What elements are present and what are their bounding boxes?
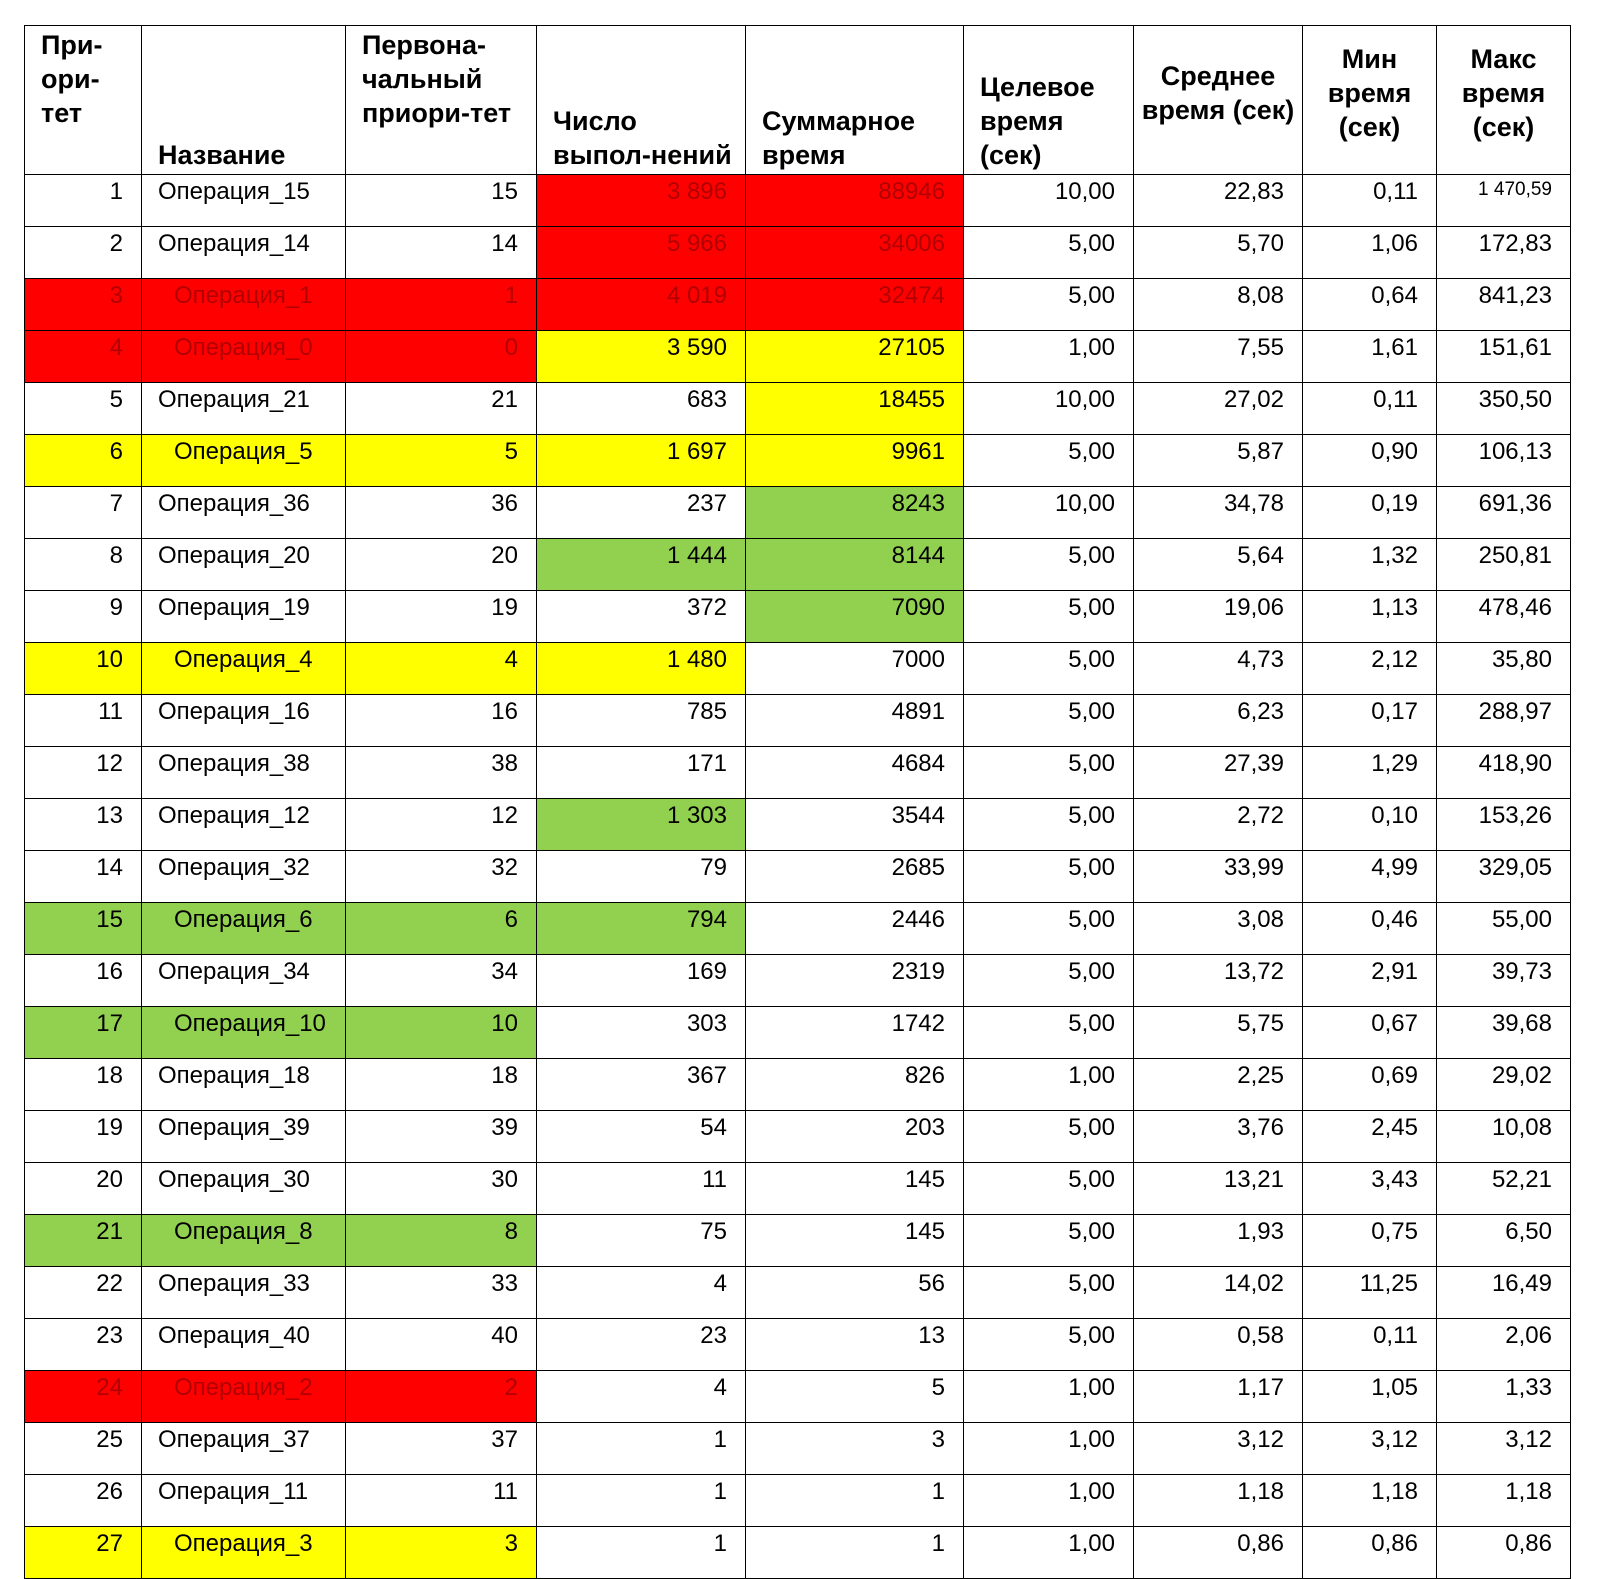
cell-execution-count: 79 bbox=[537, 851, 746, 903]
cell-max-time: 153,26 bbox=[1437, 799, 1571, 851]
cell-max-time: 52,21 bbox=[1437, 1163, 1571, 1215]
cell-execution-count: 367 bbox=[537, 1059, 746, 1111]
cell-total-time: 2685 bbox=[746, 851, 964, 903]
cell-min-time: 2,45 bbox=[1303, 1111, 1437, 1163]
cell-min-time: 3,12 bbox=[1303, 1423, 1437, 1475]
cell-min-time: 1,29 bbox=[1303, 747, 1437, 799]
cell-avg-time: 27,39 bbox=[1134, 747, 1303, 799]
cell-initial-priority: 2 bbox=[346, 1371, 537, 1423]
table-row bbox=[25, 955, 1571, 1007]
header-max-time: Макс время (сек) bbox=[1437, 26, 1571, 175]
cell-target-time: 5,00 bbox=[964, 643, 1134, 695]
cell-name: Операция_4 bbox=[142, 643, 346, 695]
cell-name: Операция_10 bbox=[142, 1007, 346, 1059]
cell-min-time: 0,64 bbox=[1303, 279, 1437, 331]
cell-name: Операция_5 bbox=[142, 435, 346, 487]
cell-total-time: 1742 bbox=[746, 1007, 964, 1059]
cell-initial-priority: 1 bbox=[346, 279, 537, 331]
cell-initial-priority: 15 bbox=[346, 175, 537, 227]
cell-execution-count: 4 bbox=[537, 1371, 746, 1423]
header-row bbox=[25, 26, 1571, 175]
cell-name: Операция_20 bbox=[142, 539, 346, 591]
cell-name: Операция_14 bbox=[142, 227, 346, 279]
cell-max-time: 151,61 bbox=[1437, 331, 1571, 383]
cell-min-time: 0,10 bbox=[1303, 799, 1437, 851]
cell-priority: 25 bbox=[25, 1423, 142, 1475]
table-row bbox=[25, 1163, 1571, 1215]
cell-max-time: 55,00 bbox=[1437, 903, 1571, 955]
header-avg-time: Среднее время (сек) bbox=[1134, 26, 1303, 175]
cell-execution-count: 1 303 bbox=[537, 799, 746, 851]
cell-max-time: 250,81 bbox=[1437, 539, 1571, 591]
cell-target-time: 1,00 bbox=[964, 1371, 1134, 1423]
cell-target-time: 1,00 bbox=[964, 1423, 1134, 1475]
cell-avg-time: 1,93 bbox=[1134, 1215, 1303, 1267]
cell-total-time: 3 bbox=[746, 1423, 964, 1475]
cell-target-time: 5,00 bbox=[964, 747, 1134, 799]
table-row bbox=[25, 1267, 1571, 1319]
table-body bbox=[25, 175, 1571, 1579]
cell-avg-time: 1,18 bbox=[1134, 1475, 1303, 1527]
cell-target-time: 5,00 bbox=[964, 695, 1134, 747]
cell-avg-time: 0,58 bbox=[1134, 1319, 1303, 1371]
header-execution-count: Число выпол-нений bbox=[537, 26, 746, 175]
cell-avg-time: 2,25 bbox=[1134, 1059, 1303, 1111]
cell-initial-priority: 36 bbox=[346, 487, 537, 539]
cell-target-time: 5,00 bbox=[964, 227, 1134, 279]
cell-min-time: 0,11 bbox=[1303, 383, 1437, 435]
cell-total-time: 8243 bbox=[746, 487, 964, 539]
cell-total-time: 826 bbox=[746, 1059, 964, 1111]
cell-priority: 27 bbox=[25, 1527, 142, 1579]
cell-max-time: 35,80 bbox=[1437, 643, 1571, 695]
cell-total-time: 27105 bbox=[746, 331, 964, 383]
cell-initial-priority: 39 bbox=[346, 1111, 537, 1163]
cell-total-time: 9961 bbox=[746, 435, 964, 487]
cell-initial-priority: 37 bbox=[346, 1423, 537, 1475]
operations-table bbox=[24, 25, 1571, 1579]
cell-name: Операция_38 bbox=[142, 747, 346, 799]
cell-min-time: 1,61 bbox=[1303, 331, 1437, 383]
cell-total-time: 145 bbox=[746, 1215, 964, 1267]
table-row bbox=[25, 695, 1571, 747]
cell-name: Операция_2 bbox=[142, 1371, 346, 1423]
cell-max-time: 1,18 bbox=[1437, 1475, 1571, 1527]
table-row bbox=[25, 1475, 1571, 1527]
cell-priority: 14 bbox=[25, 851, 142, 903]
cell-total-time: 5 bbox=[746, 1371, 964, 1423]
cell-execution-count: 1 480 bbox=[537, 643, 746, 695]
cell-max-time: 6,50 bbox=[1437, 1215, 1571, 1267]
cell-avg-time: 4,73 bbox=[1134, 643, 1303, 695]
cell-min-time: 2,91 bbox=[1303, 955, 1437, 1007]
cell-priority: 12 bbox=[25, 747, 142, 799]
table-row bbox=[25, 1371, 1571, 1423]
cell-max-time: 3,12 bbox=[1437, 1423, 1571, 1475]
cell-priority: 19 bbox=[25, 1111, 142, 1163]
cell-total-time: 1 bbox=[746, 1527, 964, 1579]
cell-initial-priority: 38 bbox=[346, 747, 537, 799]
cell-priority: 8 bbox=[25, 539, 142, 591]
cell-target-time: 5,00 bbox=[964, 1007, 1134, 1059]
cell-total-time: 4891 bbox=[746, 695, 964, 747]
cell-execution-count: 1 444 bbox=[537, 539, 746, 591]
table-row bbox=[25, 331, 1571, 383]
cell-max-time: 288,97 bbox=[1437, 695, 1571, 747]
table-row bbox=[25, 1215, 1571, 1267]
cell-min-time: 1,13 bbox=[1303, 591, 1437, 643]
table-row bbox=[25, 279, 1571, 331]
cell-initial-priority: 3 bbox=[346, 1527, 537, 1579]
header-initial-priority: Первона-чальный приори-тет bbox=[346, 26, 537, 175]
cell-total-time: 13 bbox=[746, 1319, 964, 1371]
cell-priority: 4 bbox=[25, 331, 142, 383]
cell-avg-time: 27,02 bbox=[1134, 383, 1303, 435]
cell-max-time: 1,33 bbox=[1437, 1371, 1571, 1423]
cell-name: Операция_12 bbox=[142, 799, 346, 851]
cell-target-time: 1,00 bbox=[964, 1527, 1134, 1579]
cell-execution-count: 1 697 bbox=[537, 435, 746, 487]
cell-execution-count: 75 bbox=[537, 1215, 746, 1267]
cell-max-time: 29,02 bbox=[1437, 1059, 1571, 1111]
table-row bbox=[25, 487, 1571, 539]
cell-min-time: 11,25 bbox=[1303, 1267, 1437, 1319]
cell-initial-priority: 30 bbox=[346, 1163, 537, 1215]
cell-target-time: 5,00 bbox=[964, 1111, 1134, 1163]
cell-name: Операция_6 bbox=[142, 903, 346, 955]
cell-execution-count: 3 590 bbox=[537, 331, 746, 383]
cell-avg-time: 0,86 bbox=[1134, 1527, 1303, 1579]
cell-name: Операция_32 bbox=[142, 851, 346, 903]
cell-initial-priority: 6 bbox=[346, 903, 537, 955]
header-total-time: Суммарное время bbox=[746, 26, 964, 175]
cell-total-time: 2446 bbox=[746, 903, 964, 955]
header-min-time: Мин время (сек) bbox=[1303, 26, 1437, 175]
cell-name: Операция_8 bbox=[142, 1215, 346, 1267]
cell-priority: 18 bbox=[25, 1059, 142, 1111]
cell-min-time: 1,06 bbox=[1303, 227, 1437, 279]
cell-target-time: 5,00 bbox=[964, 1215, 1134, 1267]
table-row bbox=[25, 383, 1571, 435]
cell-execution-count: 11 bbox=[537, 1163, 746, 1215]
header-name: Название bbox=[142, 26, 346, 175]
table-row bbox=[25, 851, 1571, 903]
cell-priority: 20 bbox=[25, 1163, 142, 1215]
table-row bbox=[25, 1319, 1571, 1371]
cell-priority: 26 bbox=[25, 1475, 142, 1527]
cell-max-time: 691,36 bbox=[1437, 487, 1571, 539]
cell-priority: 23 bbox=[25, 1319, 142, 1371]
cell-name: Операция_18 bbox=[142, 1059, 346, 1111]
cell-avg-time: 7,55 bbox=[1134, 331, 1303, 383]
table-row bbox=[25, 435, 1571, 487]
cell-priority: 7 bbox=[25, 487, 142, 539]
cell-total-time: 3544 bbox=[746, 799, 964, 851]
cell-avg-time: 8,08 bbox=[1134, 279, 1303, 331]
cell-target-time: 5,00 bbox=[964, 591, 1134, 643]
cell-total-time: 7000 bbox=[746, 643, 964, 695]
cell-avg-time: 34,78 bbox=[1134, 487, 1303, 539]
cell-priority: 16 bbox=[25, 955, 142, 1007]
cell-target-time: 5,00 bbox=[964, 955, 1134, 1007]
cell-avg-time: 3,08 bbox=[1134, 903, 1303, 955]
cell-priority: 9 bbox=[25, 591, 142, 643]
cell-total-time: 34006 bbox=[746, 227, 964, 279]
cell-min-time: 0,67 bbox=[1303, 1007, 1437, 1059]
cell-initial-priority: 34 bbox=[346, 955, 537, 1007]
table-row bbox=[25, 227, 1571, 279]
cell-max-time: 39,73 bbox=[1437, 955, 1571, 1007]
cell-target-time: 5,00 bbox=[964, 435, 1134, 487]
cell-total-time: 8144 bbox=[746, 539, 964, 591]
table-row bbox=[25, 175, 1571, 227]
cell-avg-time: 5,64 bbox=[1134, 539, 1303, 591]
cell-name: Операция_0 bbox=[142, 331, 346, 383]
cell-avg-time: 14,02 bbox=[1134, 1267, 1303, 1319]
cell-total-time: 145 bbox=[746, 1163, 964, 1215]
cell-priority: 24 bbox=[25, 1371, 142, 1423]
cell-avg-time: 3,76 bbox=[1134, 1111, 1303, 1163]
cell-total-time: 56 bbox=[746, 1267, 964, 1319]
cell-avg-time: 22,83 bbox=[1134, 175, 1303, 227]
cell-total-time: 32474 bbox=[746, 279, 964, 331]
cell-initial-priority: 18 bbox=[346, 1059, 537, 1111]
cell-avg-time: 19,06 bbox=[1134, 591, 1303, 643]
cell-max-time: 106,13 bbox=[1437, 435, 1571, 487]
cell-max-time: 350,50 bbox=[1437, 383, 1571, 435]
cell-name: Операция_21 bbox=[142, 383, 346, 435]
cell-name: Операция_15 bbox=[142, 175, 346, 227]
cell-avg-time: 5,87 bbox=[1134, 435, 1303, 487]
cell-target-time: 1,00 bbox=[964, 331, 1134, 383]
cell-max-time: 841,23 bbox=[1437, 279, 1571, 331]
cell-min-time: 0,46 bbox=[1303, 903, 1437, 955]
cell-name: Операция_1 bbox=[142, 279, 346, 331]
cell-name: Операция_37 bbox=[142, 1423, 346, 1475]
cell-execution-count: 785 bbox=[537, 695, 746, 747]
cell-execution-count: 23 bbox=[537, 1319, 746, 1371]
cell-avg-time: 5,70 bbox=[1134, 227, 1303, 279]
cell-avg-time: 5,75 bbox=[1134, 1007, 1303, 1059]
table-row bbox=[25, 1111, 1571, 1163]
cell-name: Операция_34 bbox=[142, 955, 346, 1007]
cell-name: Операция_40 bbox=[142, 1319, 346, 1371]
cell-max-time: 418,90 bbox=[1437, 747, 1571, 799]
cell-initial-priority: 32 bbox=[346, 851, 537, 903]
cell-target-time: 10,00 bbox=[964, 383, 1134, 435]
cell-priority: 22 bbox=[25, 1267, 142, 1319]
table-row bbox=[25, 1423, 1571, 1475]
cell-execution-count: 54 bbox=[537, 1111, 746, 1163]
cell-initial-priority: 14 bbox=[346, 227, 537, 279]
cell-name: Операция_11 bbox=[142, 1475, 346, 1527]
table-row bbox=[25, 903, 1571, 955]
cell-execution-count: 171 bbox=[537, 747, 746, 799]
cell-name: Операция_16 bbox=[142, 695, 346, 747]
cell-min-time: 0,86 bbox=[1303, 1527, 1437, 1579]
cell-initial-priority: 0 bbox=[346, 331, 537, 383]
cell-initial-priority: 33 bbox=[346, 1267, 537, 1319]
cell-min-time: 0,11 bbox=[1303, 1319, 1437, 1371]
cell-execution-count: 372 bbox=[537, 591, 746, 643]
cell-execution-count: 1 bbox=[537, 1527, 746, 1579]
cell-execution-count: 794 bbox=[537, 903, 746, 955]
cell-avg-time: 2,72 bbox=[1134, 799, 1303, 851]
cell-priority: 6 bbox=[25, 435, 142, 487]
cell-max-time: 329,05 bbox=[1437, 851, 1571, 903]
cell-initial-priority: 4 bbox=[346, 643, 537, 695]
cell-avg-time: 1,17 bbox=[1134, 1371, 1303, 1423]
cell-name: Операция_33 bbox=[142, 1267, 346, 1319]
cell-min-time: 1,32 bbox=[1303, 539, 1437, 591]
cell-priority: 17 bbox=[25, 1007, 142, 1059]
table-row bbox=[25, 539, 1571, 591]
cell-priority: 21 bbox=[25, 1215, 142, 1267]
cell-avg-time: 13,21 bbox=[1134, 1163, 1303, 1215]
cell-name: Операция_36 bbox=[142, 487, 346, 539]
cell-avg-time: 6,23 bbox=[1134, 695, 1303, 747]
cell-priority: 3 bbox=[25, 279, 142, 331]
cell-min-time: 0,75 bbox=[1303, 1215, 1437, 1267]
cell-execution-count: 1 bbox=[537, 1423, 746, 1475]
cell-max-time: 16,49 bbox=[1437, 1267, 1571, 1319]
cell-total-time: 4684 bbox=[746, 747, 964, 799]
cell-target-time: 5,00 bbox=[964, 851, 1134, 903]
cell-priority: 13 bbox=[25, 799, 142, 851]
cell-initial-priority: 40 bbox=[346, 1319, 537, 1371]
cell-initial-priority: 8 bbox=[346, 1215, 537, 1267]
cell-avg-time: 33,99 bbox=[1134, 851, 1303, 903]
cell-min-time: 0,90 bbox=[1303, 435, 1437, 487]
cell-execution-count: 683 bbox=[537, 383, 746, 435]
header-priority: При-ори-тет bbox=[25, 26, 142, 175]
cell-priority: 15 bbox=[25, 903, 142, 955]
cell-max-time: 478,46 bbox=[1437, 591, 1571, 643]
cell-avg-time: 13,72 bbox=[1134, 955, 1303, 1007]
cell-initial-priority: 5 bbox=[346, 435, 537, 487]
cell-avg-time: 3,12 bbox=[1134, 1423, 1303, 1475]
cell-name: Операция_19 bbox=[142, 591, 346, 643]
cell-execution-count: 3 896 bbox=[537, 175, 746, 227]
cell-min-time: 3,43 bbox=[1303, 1163, 1437, 1215]
cell-execution-count: 1 bbox=[537, 1475, 746, 1527]
cell-min-time: 1,05 bbox=[1303, 1371, 1437, 1423]
cell-target-time: 5,00 bbox=[964, 903, 1134, 955]
cell-execution-count: 237 bbox=[537, 487, 746, 539]
cell-target-time: 5,00 bbox=[964, 1163, 1134, 1215]
table-row bbox=[25, 1527, 1571, 1579]
cell-max-time: 172,83 bbox=[1437, 227, 1571, 279]
cell-total-time: 1 bbox=[746, 1475, 964, 1527]
cell-execution-count: 5 966 bbox=[537, 227, 746, 279]
cell-priority: 1 bbox=[25, 175, 142, 227]
cell-priority: 11 bbox=[25, 695, 142, 747]
cell-max-time: 2,06 bbox=[1437, 1319, 1571, 1371]
cell-execution-count: 169 bbox=[537, 955, 746, 1007]
cell-initial-priority: 20 bbox=[346, 539, 537, 591]
table-row bbox=[25, 799, 1571, 851]
cell-name: Операция_3 bbox=[142, 1527, 346, 1579]
cell-min-time: 0,69 bbox=[1303, 1059, 1437, 1111]
cell-execution-count: 4 bbox=[537, 1267, 746, 1319]
cell-max-time: 0,86 bbox=[1437, 1527, 1571, 1579]
cell-min-time: 4,99 bbox=[1303, 851, 1437, 903]
cell-priority: 10 bbox=[25, 643, 142, 695]
cell-target-time: 1,00 bbox=[964, 1059, 1134, 1111]
cell-target-time: 5,00 bbox=[964, 539, 1134, 591]
cell-total-time: 2319 bbox=[746, 955, 964, 1007]
cell-total-time: 203 bbox=[746, 1111, 964, 1163]
table-row bbox=[25, 643, 1571, 695]
cell-min-time: 1,18 bbox=[1303, 1475, 1437, 1527]
cell-initial-priority: 12 bbox=[346, 799, 537, 851]
cell-target-time: 5,00 bbox=[964, 1267, 1134, 1319]
cell-target-time: 5,00 bbox=[964, 279, 1134, 331]
cell-total-time: 88946 bbox=[746, 175, 964, 227]
cell-target-time: 10,00 bbox=[964, 487, 1134, 539]
cell-total-time: 18455 bbox=[746, 383, 964, 435]
cell-min-time: 0,11 bbox=[1303, 175, 1437, 227]
cell-min-time: 0,17 bbox=[1303, 695, 1437, 747]
cell-initial-priority: 11 bbox=[346, 1475, 537, 1527]
cell-priority: 2 bbox=[25, 227, 142, 279]
cell-target-time: 5,00 bbox=[964, 1319, 1134, 1371]
cell-initial-priority: 21 bbox=[346, 383, 537, 435]
cell-initial-priority: 16 bbox=[346, 695, 537, 747]
header-target-time: Целевое время (сек) bbox=[964, 26, 1134, 175]
cell-execution-count: 4 019 bbox=[537, 279, 746, 331]
cell-name: Операция_30 bbox=[142, 1163, 346, 1215]
cell-target-time: 10,00 bbox=[964, 175, 1134, 227]
cell-initial-priority: 19 bbox=[346, 591, 537, 643]
table-row bbox=[25, 747, 1571, 799]
cell-initial-priority: 10 bbox=[346, 1007, 537, 1059]
cell-min-time: 0,19 bbox=[1303, 487, 1437, 539]
table-row bbox=[25, 591, 1571, 643]
cell-min-time: 2,12 bbox=[1303, 643, 1437, 695]
cell-max-time: 10,08 bbox=[1437, 1111, 1571, 1163]
cell-priority: 5 bbox=[25, 383, 142, 435]
cell-total-time: 7090 bbox=[746, 591, 964, 643]
cell-execution-count: 303 bbox=[537, 1007, 746, 1059]
table-row bbox=[25, 1007, 1571, 1059]
table-row bbox=[25, 1059, 1571, 1111]
cell-max-time: 39,68 bbox=[1437, 1007, 1571, 1059]
cell-name: Операция_39 bbox=[142, 1111, 346, 1163]
cell-max-time: 1 470,59 bbox=[1437, 175, 1571, 227]
cell-target-time: 1,00 bbox=[964, 1475, 1134, 1527]
cell-target-time: 5,00 bbox=[964, 799, 1134, 851]
